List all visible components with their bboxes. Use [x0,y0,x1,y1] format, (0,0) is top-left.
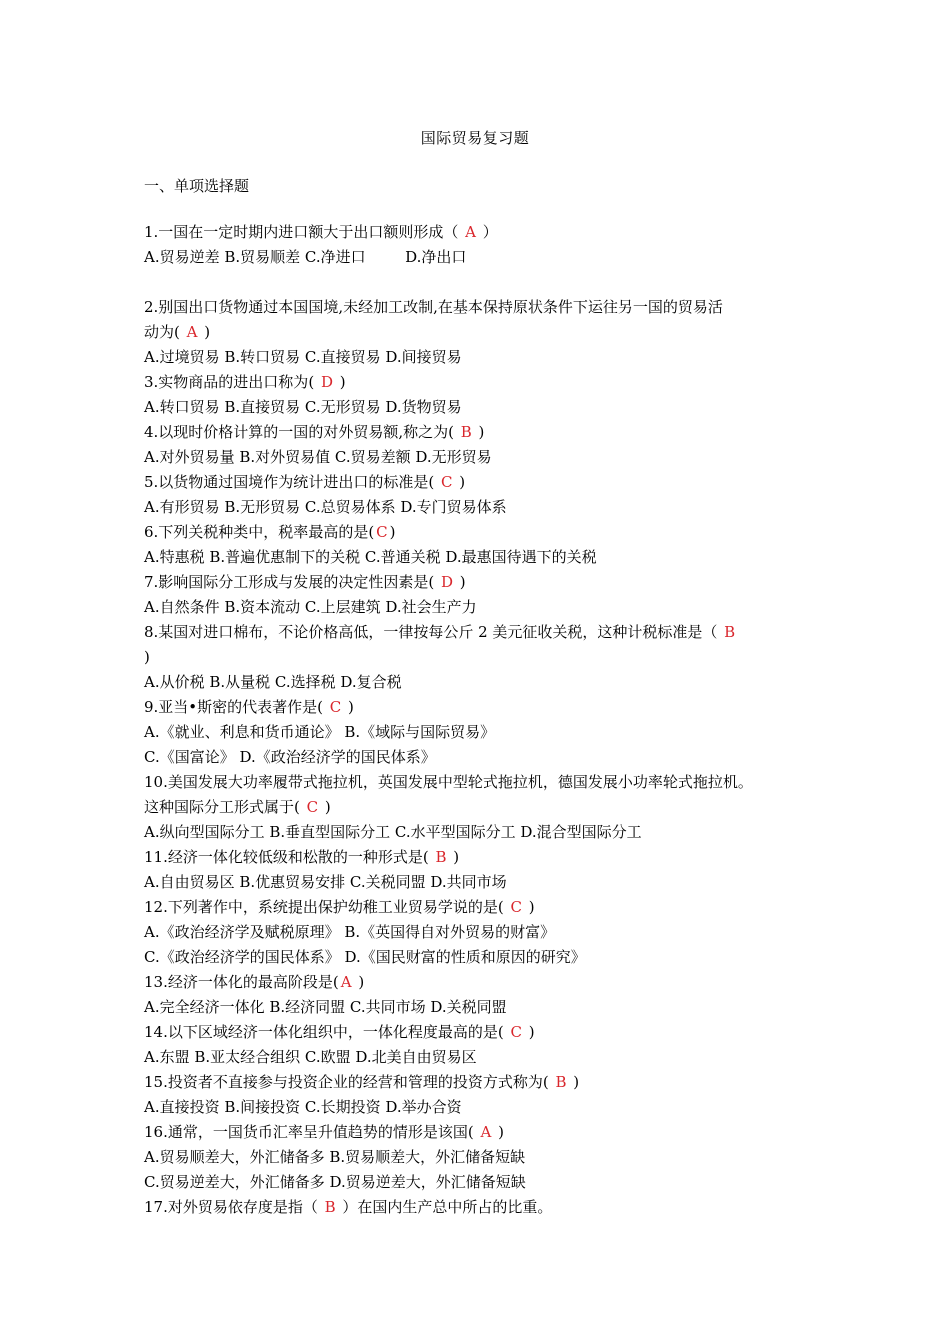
options-11: A.自由贸易区 B.优惠贸易安排 C.关税同盟 D.共同市场 [144,873,507,891]
options-5: A.有形贸易 B.无形贸易 C.总贸易体系 D.专门贸易体系 [144,498,507,516]
question-16: 16.通常，一国货币汇率呈升值趋势的情形是该国( A ) [144,1120,824,1145]
options-9a: A.《就业、利息和货币通论》 B.《域际与国际贸易》 [144,723,496,741]
question-1: 1.一国在一定时期内进口额大于出口额则形成（ A ） [144,220,824,245]
options-16b: C.贸易逆差大，外汇储备多 D.贸易逆差大，外汇储备短缺 [144,1173,526,1191]
options-15: A.直接投资 B.间接投资 C.长期投资 D.举办合资 [144,1098,462,1116]
options-10: A.纵向型国际分工 B.垂直型国际分工 C.水平型国际分工 D.混合型国际分工 [144,823,642,841]
section-heading: 一、单项选择题 [144,177,250,195]
spacer [144,270,824,295]
answer-4: B [460,423,472,441]
options-7: A.自然条件 B.资本流动 C.上层建筑 D.社会生产力 [144,598,477,616]
question-14: 14.以下区域经济一体化组织中，一体化程度最高的是( C ) [144,1020,824,1045]
question-11: 11.经济一体化较低级和松散的一种形式是( B ) [144,845,824,870]
page-title: 国际贸易复习题 [420,129,530,147]
question-2-cont: 动为( A ) [144,320,824,345]
question-6: 6.下列关税种类中，税率最高的是( C ) [144,520,824,545]
options-9b: C.《国富论》 D.《政治经济学的国民体系》 [144,748,436,766]
answer-12: C [510,898,522,916]
answer-14: C [510,1023,522,1041]
options-16a: A.贸易顺差大，外汇储备多 B.贸易顺差大，外汇储备短缺 [144,1148,526,1166]
question-12: 12.下列著作中，系统提出保护幼稚工业贸易学说的是( C ) [144,895,824,920]
answer-3: D [320,373,333,391]
answer-2: A [186,323,198,341]
question-17: 17.对外贸易依存度是指（ B ）在国内生产总中所占的比重。 [144,1195,824,1220]
answer-15: B [555,1073,567,1091]
options-8: A.从价税 B.从量税 C.选择税 D.复合税 [144,673,402,691]
question-9: 9.亚当•斯密的代表著作是( C ) [144,695,824,720]
options-12a: A.《政治经济学及赋税原理》 B.《英国得自对外贸易的财富》 [144,923,556,941]
question-3: 3.实物商品的进出口称为( D ) [144,370,824,395]
options-3: A.转口贸易 B.直接贸易 C.无形贸易 D.货物贸易 [144,398,462,416]
question-10-cont: 这种国际分工形式属于( C ) [144,795,824,820]
options-4: A.对外贸易量 B.对外贸易值 C.贸易差额 D.无形贸易 [144,448,492,466]
options-14: A.东盟 B.亚太经合组织 C.欧盟 D.北美自由贸易区 [144,1048,477,1066]
question-list [144,220,824,1220]
question-15: 15.投资者不直接参与投资企业的经营和管理的投资方式称为( B ) [144,1070,824,1095]
question-10: 10.美国发展大功率履带式拖拉机，英国发展中型轮式拖拉机，德国发展小功率轮式拖拉机。 [144,773,753,791]
answer-13: A [340,973,352,991]
question-5: 5.以货物通过国境作为统计进出口的标准是( C ) [144,470,824,495]
answer-16: A [480,1123,492,1141]
options-2: A.过境贸易 B.转口贸易 C.直接贸易 D.间接贸易 [144,348,462,366]
answer-17: B [324,1198,336,1216]
answer-1: A [465,223,476,241]
question-8-cont: ) [144,648,150,666]
answer-6: C [376,523,388,541]
answer-8: B [724,623,736,641]
question-4: 4.以现时价格计算的一国的对外贸易额,称之为( B ) [144,420,824,445]
answer-5: C [440,473,453,491]
answer-10: C [306,798,319,816]
answer-9: C [329,698,342,716]
options-13: A.完全经济一体化 B.经济同盟 C.共同市场 D.关税同盟 [144,998,507,1016]
question-7: 7.影响国际分工形成与发展的决定性因素是( D ) [144,570,824,595]
options-1: A.贸易逆差 B.贸易顺差 C.净进口 D.净出口 [144,248,467,266]
options-6: A.特惠税 B.普遍优惠制下的关税 C.普通关税 D.最惠国待遇下的关税 [144,548,597,566]
question-13: 13.经济一体化的最高阶段是( A ) [144,970,824,995]
options-12b: C.《政治经济学的国民体系》 D.《国民财富的性质和原因的研究》 [144,948,586,966]
question-8: 8.某国对进口棉布，不论价格高低，一律按每公斤 2 美元征收关税，这种计税标准是（ B [144,620,824,645]
answer-7: D [440,573,453,591]
answer-11: B [435,848,447,866]
question-2: 2.别国出口货物通过本国国境,未经加工改制,在基本保持原状条件下运往另一国的贸易活 [144,298,723,316]
